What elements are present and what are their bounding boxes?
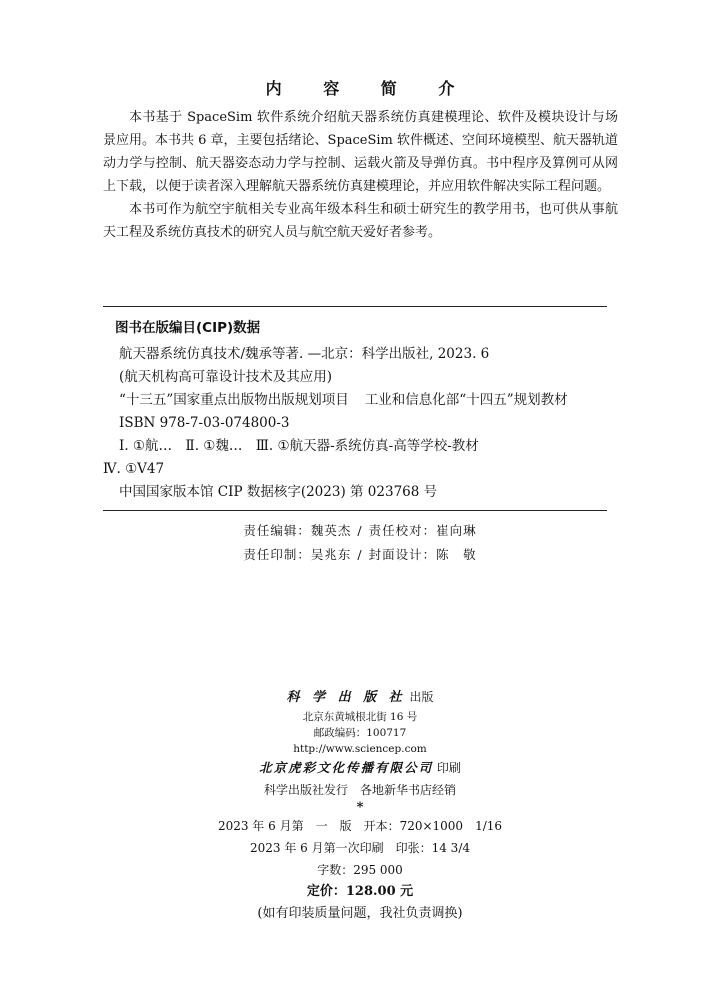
responsible-printing: 责任印制：吴兆东 bbox=[243, 547, 352, 562]
word-count: 字数：295 000 bbox=[317, 863, 403, 877]
printer-suffix: 印刷 bbox=[436, 761, 461, 775]
edition-line: 2023 年 6 月第 一 版 开本：720×1000 1/16 bbox=[217, 819, 503, 833]
distribution-line: 科学出版社发行 各地新华书店经销 bbox=[263, 783, 456, 797]
separator: / bbox=[357, 523, 363, 538]
publisher-line bbox=[0, 686, 720, 709]
imprint-block bbox=[0, 686, 720, 925]
separator: / bbox=[357, 547, 363, 562]
price: 定价：128.00 元 bbox=[306, 884, 414, 899]
cip-isbn: ISBN 978-7-03-074800-3 bbox=[119, 415, 290, 431]
summary-paragraph-1: 本书基于 SpaceSim 软件系统介绍航天器系统仿真建模理论、软件及模块设计与场景应用。本书共 6 章，主要包括绪论、SpaceSim 软件概述、空间环境模型、航天器轨道动力学与控制、航天器姿态动力学与控制、运载火箭及导弹仿真。书中程序及算例可从网上下载，以便于读者深入理解航天器系统仿真建模理论，并应用软件解决实际工程问题。 bbox=[103, 110, 619, 194]
publisher-address: 北京东黄城根北街 16 号 bbox=[302, 711, 418, 723]
postcode: 邮政编码：100717 bbox=[313, 727, 407, 739]
editor-row-1 bbox=[0, 519, 720, 543]
cip-classification-2: Ⅳ. ①V47 bbox=[103, 461, 165, 477]
responsible-editor: 责任编辑：魏英杰 bbox=[243, 523, 352, 538]
cip-bottom-rule bbox=[103, 510, 607, 511]
printing-line: 2023 年 6 月第一次印刷 印张：14 3/4 bbox=[249, 841, 470, 855]
responsibility-block bbox=[0, 519, 720, 567]
quality-notice: (如有印装质量问题，我社负责调换) bbox=[257, 906, 463, 921]
website: http://www.sciencep.com bbox=[293, 743, 427, 755]
cip-book-line: 航天器系统仿真技术/魏承等著. —北京：科学出版社, 2023. 6 bbox=[119, 346, 490, 362]
cover-designer: 封面设计：陈 敬 bbox=[368, 547, 477, 562]
printer-logo: 北京虎彩文化传播有限公司 bbox=[259, 760, 434, 775]
star-divider: * bbox=[356, 800, 364, 815]
summary-section bbox=[103, 106, 618, 244]
cip-record-number: 中国国家版本馆 CIP 数据核字(2023) 第 023768 号 bbox=[119, 484, 438, 500]
cip-project-b: 工业和信息化部“十四五”规划教材 bbox=[364, 392, 568, 408]
cip-top-rule bbox=[103, 306, 607, 307]
publisher-suffix: 出版 bbox=[409, 690, 434, 704]
publisher-logo: 科 学 出 版 社 bbox=[286, 690, 406, 705]
responsible-proofreader: 责任校对：崔向琳 bbox=[368, 523, 477, 538]
printer-line bbox=[0, 757, 720, 779]
cip-project-line bbox=[103, 389, 613, 412]
cip-classification: Ⅰ. ①航… Ⅱ. ①魏… Ⅲ. ①航天器-系统仿真-高等学校-教材 bbox=[119, 438, 479, 454]
cip-heading: 图书在版编目(CIP)数据 bbox=[115, 320, 261, 336]
editor-row-2 bbox=[0, 543, 720, 567]
cip-block bbox=[103, 316, 613, 504]
cip-project-a: “十三五”国家重点出版物出版规划项目 bbox=[119, 392, 349, 408]
summary-title: 内 容 简 介 bbox=[265, 79, 473, 98]
cip-series-line: (航天机构高可靠设计技术及其应用) bbox=[119, 369, 333, 385]
summary-paragraph-2: 本书可作为航空宇航相关专业高年级本科生和硕士研究生的教学用书，也可供从事航天工程及系统仿真技术的研究人员与航空航天爱好者参考。 bbox=[103, 202, 618, 240]
